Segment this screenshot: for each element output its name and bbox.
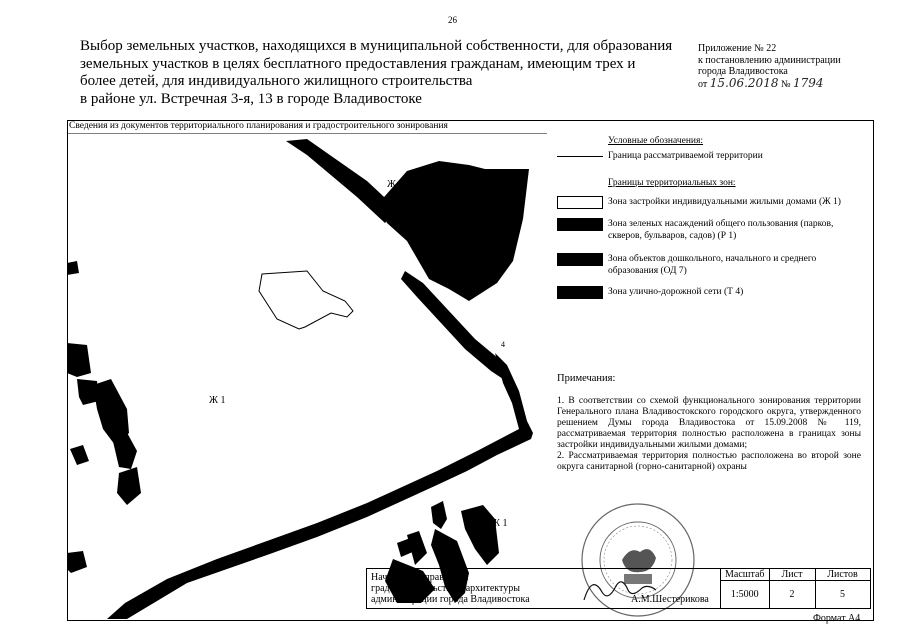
legend-label: Зона застройки индивидуальными жилыми домами (Ж 1) — [608, 197, 841, 207]
zone-swatch — [557, 218, 603, 231]
appendix-line: к постановлению администрации — [698, 54, 841, 66]
title-line: земельных участков в целях бесплатного предоставления гражданам, имеющим трех и — [80, 55, 636, 72]
appendix-num-label: № — [780, 78, 791, 90]
education-zone — [67, 343, 91, 377]
title-line: Выбор земельных участков, находящихся в муниципальной собственности, для образования — [80, 38, 673, 54]
appendix-header — [698, 43, 841, 90]
page-number: 26 — [448, 15, 457, 25]
position-line: администрации города Владивостока — [371, 594, 530, 605]
zoning-map — [67, 133, 547, 619]
road-marker: 4 — [501, 340, 505, 349]
document-title — [80, 38, 700, 108]
zone-label: Ж 1 — [209, 395, 226, 406]
position-cell — [367, 569, 721, 609]
education-zone — [67, 261, 79, 275]
legend-title: Условные обозначения: — [608, 136, 704, 146]
title-line: в районе ул. Встречная 3-я, 13 в городе Владивостоке — [80, 90, 422, 107]
sheets-value: 5 — [815, 581, 870, 609]
appendix-date-line — [698, 75, 841, 91]
legend-label: Зона зеленых насаждений общего пользования (парков, скверов, бульваров, садов) (Р 1) — [608, 219, 834, 241]
education-zone — [67, 551, 87, 573]
zone-swatch — [557, 253, 603, 266]
legend-label: Зона объектов дошкольного, начального и среднего образования (ОД 7) — [608, 254, 817, 276]
appendix-line: Приложение № 22 — [698, 43, 777, 54]
zone-swatch — [557, 196, 603, 209]
scale-header: Масштаб — [721, 569, 770, 581]
position-line: градостроительства и архитектуры — [371, 583, 520, 594]
zone-label: Ж 1 — [491, 518, 508, 529]
education-zone — [111, 429, 137, 469]
note-item: 2. Рассматриваемая территория полностью расположена во второй зоне округа санитарной (горно-санитарной) охраны — [557, 451, 861, 472]
education-zone — [70, 445, 89, 465]
paper-format: Формат А4 — [813, 613, 861, 624]
notes — [557, 396, 861, 473]
appendix-number: 1794 — [793, 75, 824, 90]
note-item: 1. В соответствии со схемой функционального зонирования территории Генерального плана Владивостокского городского округа, утвержденного решением Думы города Владивостока от 15.09.2008 № 119, рассматриваемая территория полностью расположена в границах зоны застройки индивидуальными жилыми домами; — [557, 396, 861, 450]
road-zone — [461, 505, 499, 565]
legend-label: Граница рассматриваемой территории — [608, 151, 763, 161]
zone-swatch — [557, 286, 603, 299]
boundary-line-symbol — [557, 156, 603, 157]
sheets-header: Листов — [815, 569, 870, 581]
title-line: более детей, для индивидуального жилищного строительства — [80, 73, 473, 89]
appendix-line: города Владивостока — [698, 66, 788, 77]
road-zone — [431, 501, 447, 529]
signatory-name: А.М.Шестерикова — [631, 594, 709, 605]
legend-label: Зона улично-дорожной сети (Т 4) — [608, 287, 744, 297]
position-line: Начальник управления — [371, 572, 469, 583]
appendix-from: от — [698, 78, 708, 90]
notes-title: Примечания: — [557, 373, 616, 384]
sheet-value: 2 — [769, 581, 815, 609]
zone-label: Ж 1 — [387, 179, 404, 190]
title-block — [366, 568, 871, 609]
map-subtitle: Сведения из документов территориального планирования и градостроительного зонирования — [69, 121, 448, 131]
scale-value: 1:5000 — [721, 581, 770, 609]
territory-boundary — [259, 271, 353, 329]
position-line-row — [371, 594, 716, 605]
legend-zones-title: Границы территориальных зон: — [608, 178, 736, 188]
appendix-date: 15.06.2018 — [709, 75, 779, 90]
sheet-header: Лист — [769, 569, 815, 581]
